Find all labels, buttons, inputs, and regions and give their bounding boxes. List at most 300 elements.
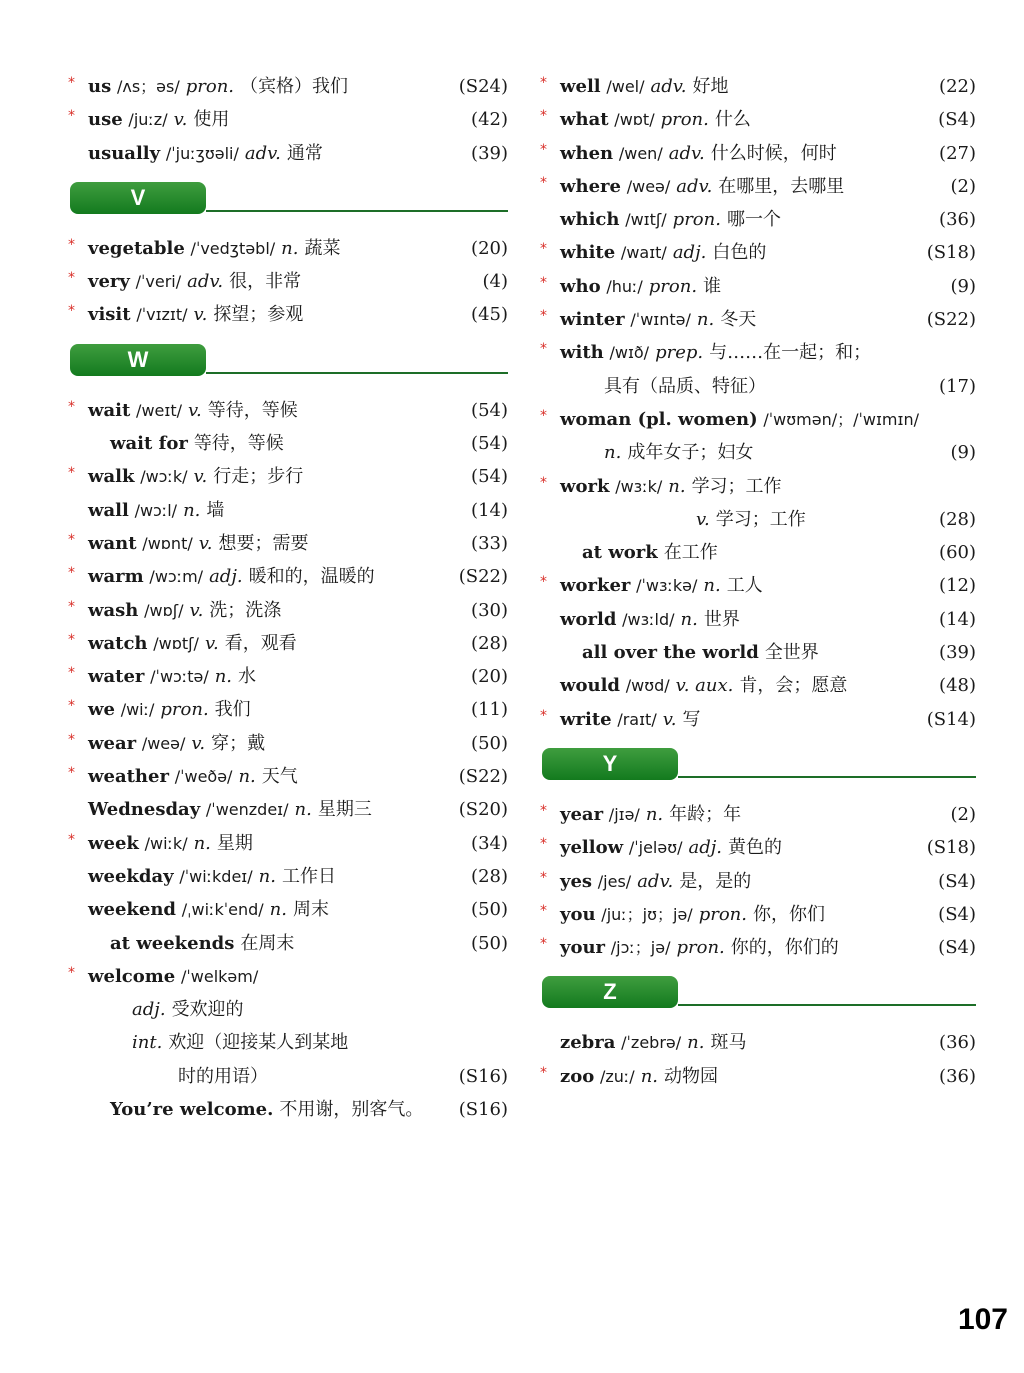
headword: what [560, 109, 609, 131]
entry-text [88, 893, 329, 926]
glossary-entry [68, 103, 508, 136]
unit-reference: (28) [471, 632, 508, 654]
entry-text [88, 560, 375, 593]
part-of-speech: n. [640, 1065, 659, 1087]
definition: 与……在一起；和； [709, 342, 872, 364]
unit-reference: (S24) [458, 76, 508, 97]
entry-text [88, 594, 281, 627]
phonetic: /ˈzebrə/ [621, 1033, 682, 1053]
phonetic: /wɜːk/ [615, 476, 663, 496]
part-of-speech: adv. [187, 271, 224, 293]
headword: very [88, 271, 130, 293]
definition: 白色的 [712, 242, 767, 264]
definition: 年龄；年 [669, 803, 742, 825]
definition: 什么 [714, 109, 751, 131]
required-star-icon: * [68, 631, 75, 648]
entry-text [560, 103, 751, 136]
section-letter: Z [542, 976, 678, 1008]
required-star-icon: * [540, 308, 547, 325]
glossary-entry [68, 298, 508, 331]
unit-reference: (48) [939, 675, 976, 697]
glossary-entry [68, 660, 508, 693]
unit-reference: (4) [482, 271, 508, 293]
glossary-entry [68, 265, 508, 298]
definition: 穿；戴 [211, 732, 266, 754]
unit-reference: (50) [471, 932, 508, 954]
phonetic: /wen/ [618, 143, 663, 163]
glossary-entry [68, 1026, 508, 1059]
part-of-speech: v. aux. [675, 675, 734, 697]
entry-text [560, 470, 782, 503]
phonetic: /raɪt/ [617, 709, 657, 729]
required-star-icon: * [540, 574, 547, 591]
glossary-entry [540, 703, 976, 736]
definition: 是，是的 [679, 870, 752, 892]
phonetic: /wɜːld/ [622, 609, 675, 629]
unit-reference: (S20) [458, 799, 508, 821]
headword: yellow [560, 837, 624, 859]
glossary-entry [540, 569, 976, 602]
part-of-speech: pron. [698, 903, 747, 925]
glossary-right-column [540, 70, 976, 1093]
headword: zebra [560, 1032, 616, 1054]
headword: watch [88, 632, 148, 654]
part-of-speech: n. [703, 575, 721, 597]
definition: 世界 [703, 608, 740, 630]
glossary-entry [68, 793, 508, 826]
headword: at weekends [110, 932, 235, 954]
definition: 肯，会；愿意 [739, 675, 848, 697]
glossary-left-column [68, 70, 508, 1126]
unit-reference: (S4) [938, 870, 976, 892]
headword: would [560, 675, 621, 697]
glossary-entry [540, 170, 976, 203]
unit-reference: (S16) [458, 1065, 508, 1087]
definition: 周末 [292, 899, 329, 921]
part-of-speech: pron. [185, 76, 235, 97]
glossary-entry [540, 370, 976, 403]
part-of-speech: v. [193, 466, 208, 488]
section-header-z [540, 964, 976, 1026]
section-header-w [68, 332, 508, 394]
unit-reference: (54) [471, 433, 508, 455]
headword: weekday [88, 865, 174, 887]
entry-text [88, 232, 340, 265]
unit-reference: (54) [471, 399, 508, 421]
entry-text [560, 1026, 746, 1059]
headword: use [88, 109, 123, 131]
headword: all over the world [582, 642, 759, 664]
required-star-icon: * [68, 398, 75, 415]
part-of-speech: adv. [637, 870, 674, 892]
glossary-entry [68, 993, 508, 1026]
required-star-icon: * [540, 1064, 547, 1081]
entry-text [560, 898, 825, 931]
required-star-icon: * [68, 731, 75, 748]
glossary-entry [540, 303, 976, 336]
entry-text [172, 1060, 268, 1093]
phonetic: /huː/ [606, 276, 643, 296]
part-of-speech: prep. [655, 342, 704, 364]
required-star-icon: * [540, 274, 547, 291]
glossary-entry [540, 669, 976, 702]
unit-reference: (54) [471, 466, 508, 488]
glossary-entry [540, 403, 976, 436]
glossary-entry [540, 1026, 976, 1059]
definition: 成年女子；妇女 [627, 442, 754, 464]
glossary-entry [540, 898, 976, 931]
entry-text [560, 236, 766, 269]
definition: 具有（品质、特征） [604, 375, 766, 397]
headword: white [560, 242, 616, 264]
part-of-speech: adv. [676, 175, 713, 197]
headword: at work [582, 542, 658, 564]
entry-text [560, 669, 847, 702]
headword: water [88, 666, 145, 688]
entry-text [110, 1093, 423, 1126]
unit-reference: (28) [471, 865, 508, 887]
unit-reference: (14) [939, 608, 976, 630]
glossary-entry [540, 503, 976, 536]
unit-reference: (30) [471, 599, 508, 621]
required-star-icon: * [540, 902, 547, 919]
unit-reference: (50) [471, 899, 508, 921]
section-rule [206, 210, 508, 212]
phonetic: /ˈvɪzɪt/ [136, 305, 188, 325]
definition: 冬天 [720, 309, 757, 331]
definition: 黄色的 [728, 837, 783, 859]
part-of-speech: adj. [672, 242, 707, 264]
required-star-icon: * [68, 831, 75, 848]
required-star-icon: * [540, 407, 547, 424]
unit-reference: (S4) [938, 903, 976, 925]
definition: 好地 [692, 76, 729, 97]
unit-reference: (12) [939, 575, 976, 597]
entry-text [110, 927, 294, 960]
part-of-speech: v. [198, 532, 213, 554]
glossary-entry [68, 627, 508, 660]
unit-reference: (14) [471, 499, 508, 521]
unit-reference: (45) [471, 304, 508, 326]
glossary-entry [68, 427, 508, 460]
definition: 工作日 [281, 865, 336, 887]
phonetic: /ˈjuːʒʊəli/ [165, 143, 239, 163]
entry-text [88, 860, 336, 893]
part-of-speech: adj. [688, 837, 723, 859]
phonetic: /wiːk/ [144, 833, 188, 853]
unit-reference: (36) [939, 1065, 976, 1087]
definition: 很，非常 [229, 271, 302, 293]
definition: 谁 [703, 275, 722, 297]
headword: woman (pl. women) [560, 408, 758, 430]
headword: worker [560, 575, 631, 597]
unit-reference: (S16) [458, 1099, 508, 1121]
unit-reference: (11) [471, 699, 508, 721]
glossary-entry [68, 893, 508, 926]
headword: warm [88, 566, 144, 588]
phonetic: /wɒnt/ [142, 533, 193, 553]
entry-text [88, 103, 229, 136]
definition: 探望；参观 [213, 304, 304, 326]
phonetic: /ˈvedʒtəbl/ [190, 238, 276, 258]
entry-text [560, 270, 721, 303]
phonetic: /wɪð/ [609, 343, 650, 363]
glossary-entry [540, 931, 976, 964]
headword: usually [88, 142, 161, 164]
headword: want [88, 532, 137, 554]
phonetic: /juːz/ [128, 110, 168, 130]
entry-text [560, 403, 919, 436]
headword: write [560, 708, 612, 730]
glossary-entry [68, 1093, 508, 1126]
definition: 学习；工作 [715, 508, 806, 530]
glossary-entry [540, 236, 976, 269]
headword: well [560, 76, 601, 97]
entry-text [560, 865, 751, 898]
section-letter: Y [542, 748, 678, 780]
part-of-speech: adj. [132, 999, 166, 1021]
part-of-speech: adv. [668, 142, 705, 164]
glossary-entry [540, 603, 976, 636]
glossary-entry [68, 760, 508, 793]
phonetic: /ˈwɔːtə/ [150, 667, 209, 687]
phonetic: /wɔːk/ [140, 467, 188, 487]
phonetic: /wɒt/ [614, 110, 655, 130]
entry-text [690, 503, 806, 536]
part-of-speech: n. [238, 766, 256, 788]
part-of-speech: adj. [209, 566, 243, 588]
part-of-speech: pron. [648, 275, 698, 297]
headword: your [560, 937, 606, 959]
required-star-icon: * [68, 465, 75, 482]
headword: wait for [110, 433, 188, 455]
unit-reference: (33) [471, 532, 508, 554]
part-of-speech: n. [183, 499, 201, 521]
definition: 通常 [286, 142, 323, 164]
section-header-v [68, 170, 508, 232]
glossary-entry [540, 470, 976, 503]
glossary-entry [540, 336, 976, 369]
definition: 写 [682, 708, 701, 730]
definition: 看，观看 [224, 632, 297, 654]
entry-text [560, 70, 729, 103]
glossary-entry [68, 394, 508, 427]
definition: 在工作 [663, 542, 718, 564]
phonetic: /ˈwɪntə/ [630, 310, 691, 330]
glossary-entry [68, 527, 508, 560]
definition: 在哪里，去哪里 [718, 175, 845, 197]
definition: 受欢迎的 [171, 999, 244, 1021]
part-of-speech: n. [281, 237, 299, 259]
part-of-speech: v. [662, 708, 677, 730]
glossary-entry [68, 1060, 508, 1093]
glossary-entry [540, 270, 976, 303]
definition: 动物园 [664, 1065, 719, 1087]
headword: which [560, 209, 620, 231]
entry-text [598, 370, 766, 403]
entry-text [88, 627, 297, 660]
part-of-speech: pron. [672, 209, 721, 231]
headword: week [88, 832, 139, 854]
phonetic: /jɪə/ [608, 804, 640, 824]
glossary-entry [540, 536, 976, 569]
entry-text [88, 137, 323, 170]
phonetic: /ʌs；əs/ [116, 77, 180, 96]
definition: 你的，你们的 [730, 937, 839, 959]
unit-reference: (36) [939, 209, 976, 231]
headword: who [560, 275, 601, 297]
unit-reference: (2) [950, 175, 976, 197]
part-of-speech: n. [696, 309, 715, 331]
headword: wait [88, 399, 131, 421]
phonetic: /weə/ [626, 176, 671, 196]
glossary-entry [68, 560, 508, 593]
required-star-icon: * [540, 707, 547, 724]
glossary-entry [68, 693, 508, 726]
part-of-speech: n. [214, 666, 233, 688]
definition: 洗；洗涤 [209, 599, 282, 621]
section-letter: V [70, 182, 206, 214]
part-of-speech: n. [687, 1032, 705, 1054]
definition: 想要；需要 [218, 532, 309, 554]
required-star-icon: * [68, 75, 75, 91]
headword: walk [88, 466, 135, 488]
glossary-entry [540, 636, 976, 669]
required-star-icon: * [540, 869, 547, 886]
headword: weekend [88, 899, 176, 921]
definition: 不用谢，别客气。 [279, 1099, 424, 1121]
glossary-entry [540, 70, 976, 103]
unit-reference: (39) [471, 142, 508, 164]
part-of-speech: n. [193, 832, 211, 854]
unit-reference: (42) [471, 109, 508, 131]
unit-reference: (S18) [926, 242, 976, 264]
phonetic: /ˈwiːkdeɪ/ [179, 866, 253, 886]
headword: yes [560, 870, 593, 892]
phonetic: /ˈwenzdeɪ/ [205, 800, 289, 820]
entry-text [88, 527, 309, 560]
phonetic: /wɒʃ/ [144, 600, 184, 620]
unit-reference: (9) [950, 275, 976, 297]
definition: 行走；步行 [213, 466, 304, 488]
headword: you [560, 903, 596, 925]
entry-text [88, 693, 251, 726]
unit-reference: (9) [950, 442, 976, 464]
phonetic: /ˈveri/ [135, 272, 182, 292]
required-star-icon: * [540, 75, 547, 91]
definition: 我们 [214, 699, 251, 721]
headword: when [560, 142, 614, 164]
headword: with [560, 342, 604, 364]
headword: winter [560, 309, 625, 331]
entry-text [88, 460, 303, 493]
part-of-speech: v. [696, 508, 710, 530]
definition: 工人 [726, 575, 763, 597]
phonetic: /wɔːl/ [134, 500, 178, 520]
required-star-icon: * [540, 108, 547, 125]
headword: world [560, 608, 617, 630]
headword: year [560, 803, 604, 825]
phonetic: /wɒtʃ/ [153, 633, 199, 653]
part-of-speech: v. [191, 732, 206, 754]
required-star-icon: * [540, 174, 547, 191]
part-of-speech: pron. [660, 109, 709, 131]
required-star-icon: * [68, 665, 75, 682]
unit-reference: (S22) [458, 766, 508, 788]
part-of-speech: int. [132, 1032, 163, 1054]
glossary-entry [540, 203, 976, 236]
required-star-icon: * [68, 270, 75, 287]
glossary-entry [68, 137, 508, 170]
definition: 星期三 [317, 799, 372, 821]
entry-text [110, 427, 284, 460]
glossary-entry [68, 727, 508, 760]
unit-reference: (36) [939, 1032, 976, 1054]
phonetic: /wɪtʃ/ [625, 210, 667, 230]
phonetic: /wiː/ [120, 700, 155, 720]
glossary-entry [68, 827, 508, 860]
headword: welcome [88, 965, 176, 987]
entry-text [88, 793, 372, 826]
headword: vegetable [88, 237, 185, 259]
entry-text [88, 960, 258, 993]
phonetic: /ˈwʊmən/；/ˈwɪmɪn/ [763, 409, 919, 429]
part-of-speech: pron. [676, 937, 725, 959]
glossary-entry [68, 494, 508, 527]
headword: weather [88, 766, 169, 788]
phonetic: /waɪt/ [620, 243, 667, 263]
definition: 学习；工作 [691, 475, 782, 497]
unit-reference: (2) [950, 803, 976, 825]
definition: 什么时候，何时 [710, 142, 837, 164]
phonetic: /jes/ [597, 871, 632, 891]
unit-reference: (50) [471, 732, 508, 754]
glossary-entry [68, 232, 508, 265]
required-star-icon: * [68, 303, 75, 320]
definition: （宾格）我们 [240, 76, 349, 97]
glossary-entry [68, 960, 508, 993]
unit-reference: (S22) [926, 309, 976, 331]
glossary-entry [68, 594, 508, 627]
part-of-speech: v. [187, 399, 202, 421]
glossary-entry [540, 798, 976, 831]
glossary-entry [68, 927, 508, 960]
headword: wash [88, 599, 139, 621]
headword: wall [88, 499, 129, 521]
definition: 哪一个 [726, 209, 781, 231]
entry-text [88, 827, 253, 860]
section-rule [678, 1004, 976, 1006]
unit-reference: (S4) [938, 109, 976, 131]
definition: 在周末 [240, 932, 295, 954]
part-of-speech: v. [204, 632, 219, 654]
entry-text [88, 494, 224, 527]
definition: 水 [238, 666, 257, 688]
phonetic: /weɪt/ [136, 400, 182, 420]
required-star-icon: * [68, 964, 75, 981]
required-star-icon: * [540, 836, 547, 853]
phonetic: /wɔːm/ [149, 567, 204, 587]
entry-text [88, 660, 256, 693]
part-of-speech: pron. [160, 699, 209, 721]
definition: 天气 [261, 766, 298, 788]
required-star-icon: * [540, 241, 547, 258]
unit-reference: (39) [939, 642, 976, 664]
glossary-entry [540, 831, 976, 864]
unit-reference: (27) [939, 142, 976, 164]
phonetic: /ˈweðə/ [174, 767, 233, 787]
part-of-speech: v. [173, 109, 188, 131]
